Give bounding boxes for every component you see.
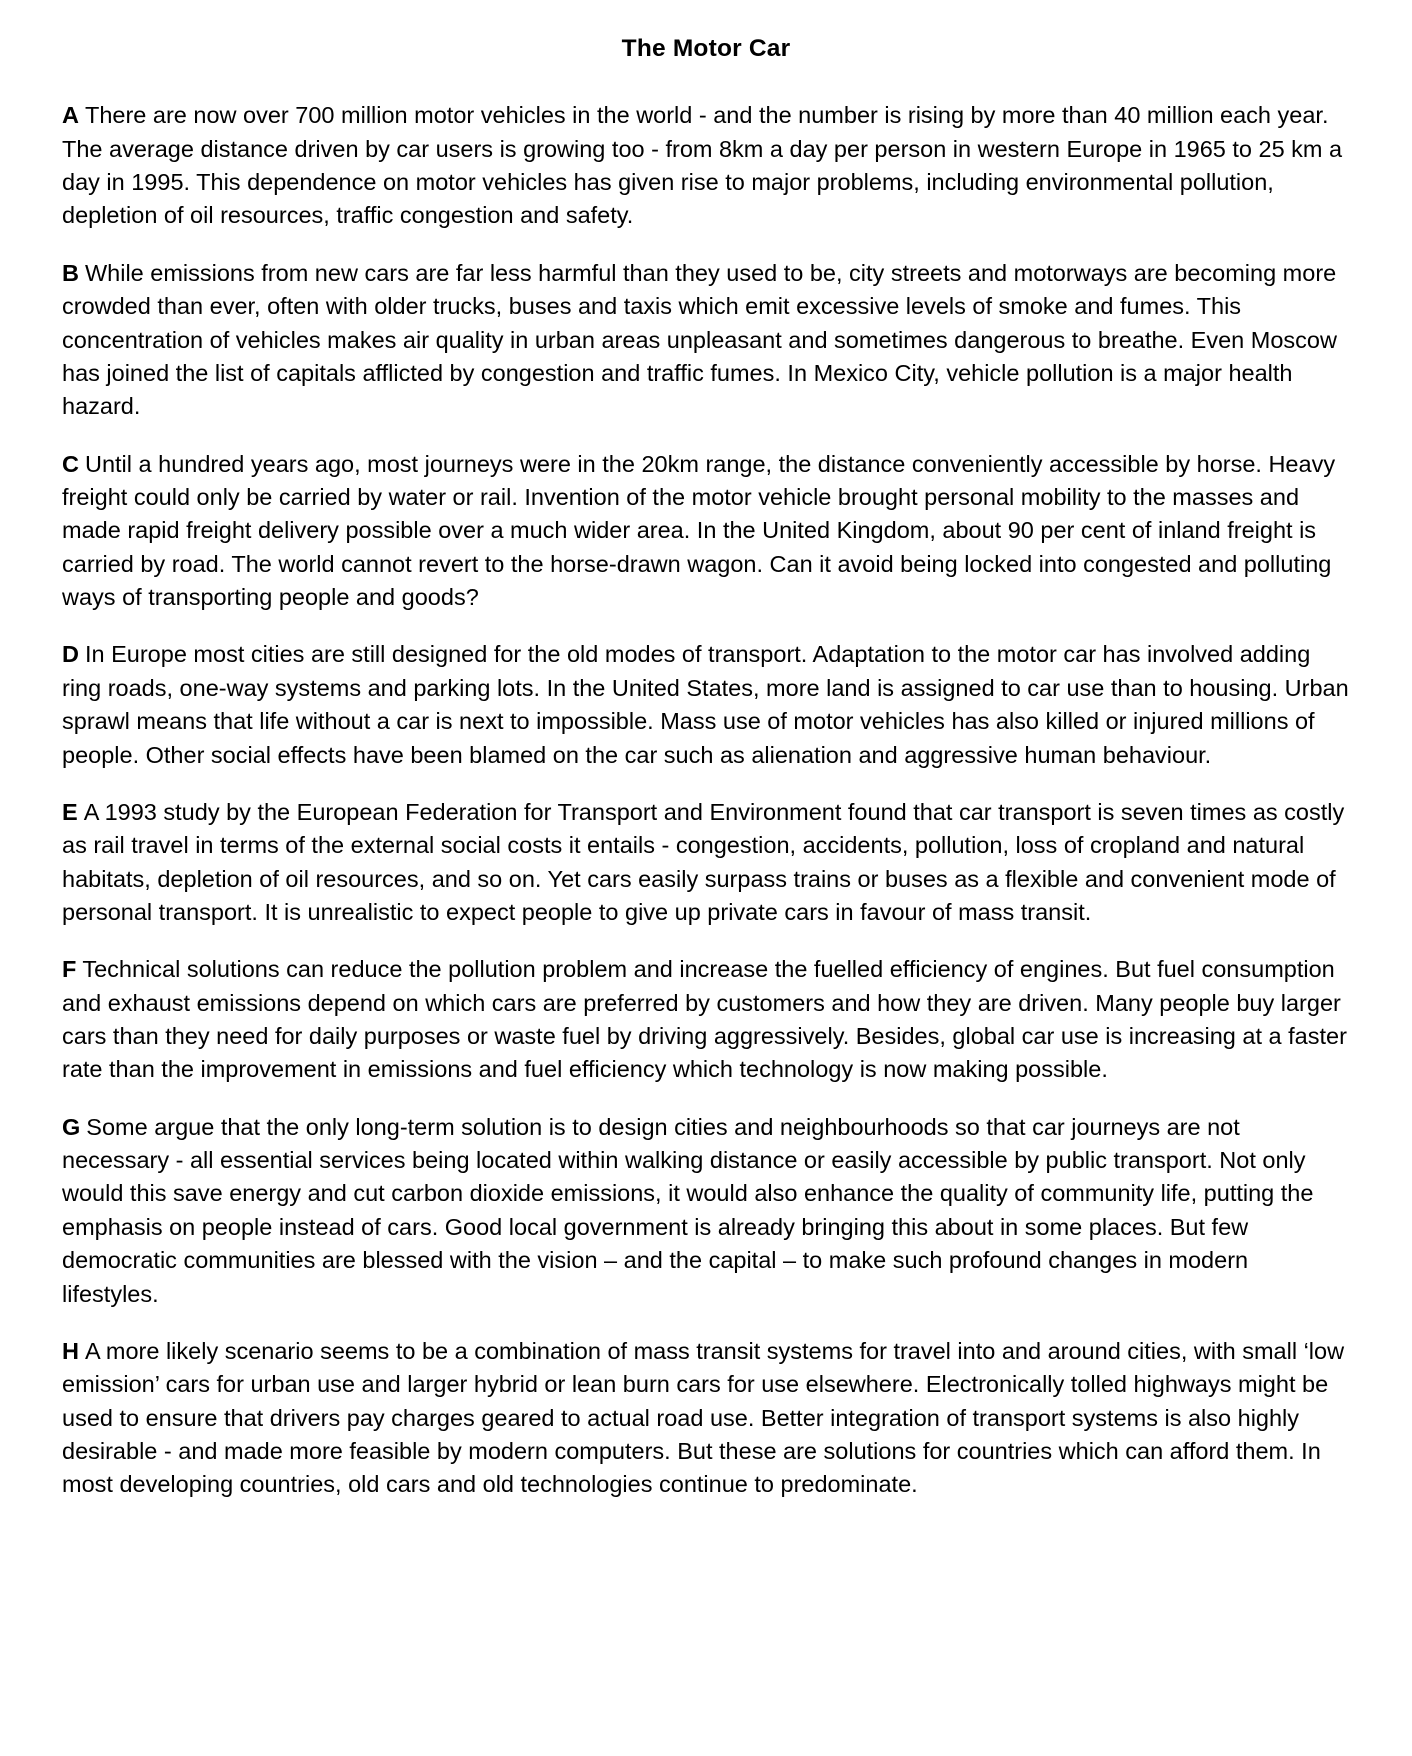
paragraph-h <box>62 1335 1350 1502</box>
paragraph-label-e: E <box>62 798 78 825</box>
paragraph-f <box>62 953 1350 1086</box>
paragraph-text-d: In Europe most cities are still designed for the old modes of transport. Adaptation to the motor car has involved adding ring roads, one-way systems and parking lots. In the United States, more land is assigned to car use than to housing. Urban sprawl means that life without a car is next to impossible. Mass use of motor vehicles has also killed or injured millions of people. Other social effects have been blamed on the car such as alienation and aggressive human behaviour. <box>62 641 1349 768</box>
paragraph-text-g: Some argue that the only long-term solution is to design cities and neighbourhoods so that car journeys are not necessary - all essential services being located within walking distance or easily accessible by public transport. Not only would this save energy and cut carbon dioxide emissions, it would also enhance the quality of community life, putting the emphasis on people instead of cars. Good local government is already bringing this about in some places. But few democratic communities are blessed with the vision – and the capital – to make such profound changes in modern lifestyles. <box>62 1113 1314 1307</box>
paragraph-label-d: D <box>62 641 79 668</box>
paragraph-text-a: There are now over 700 million motor vehicles in the world - and the number is rising by more than 40 million each year. The average distance driven by car users is growing too - from 8km a day per person in western Europe in 1965 to 25 km a day in 1995. This dependence on motor vehicles has given rise to major problems, including environmental pollution, depletion of oil resources, traffic congestion and safety. <box>62 102 1343 229</box>
paragraph-d <box>62 638 1350 771</box>
paragraph-text-e: A 1993 study by the European Federation for Transport and Environment found that car transport is seven times as costly as rail travel in terms of the external social costs it entails - congestion, accidents, pollution, loss of cropland and natural habitats, depletion of oil resources, and so on. Yet cars easily surpass trains or buses as a flexible and convenient mode of personal transport. It is unrealistic to expect people to give up private cars in favour of mass transit. <box>62 798 1345 925</box>
paragraph-label-h: H <box>62 1337 79 1364</box>
paragraph-a <box>62 99 1350 232</box>
paragraph-text-f: Technical solutions can reduce the pollution problem and increase the fuelled efficiency of engines. But fuel consumption and exhaust emissions depend on which cars are preferred by customers and how they are driven. Many people buy larger cars than they need for daily purposes or waste fuel by driving aggressively. Besides, global car use is increasing at a faster rate than the improvement in emissions and fuel efficiency which technology is now making possible. <box>62 956 1347 1083</box>
paragraph-label-f: F <box>62 956 77 983</box>
paragraph-b <box>62 257 1350 424</box>
paragraph-text-h: A more likely scenario seems to be a combination of mass transit systems for travel into and around cities, with small ‘low emission’ cars for urban use and larger hybrid or lean burn cars for use elsewhere. Electronically tolled highways might be used to ensure that drivers pay charges geared to actual road use. Better integration of transport systems is also highly desirable - and made more feasible by modern computers. But these are solutions for countries which can afford them. In most developing countries, old cars and old technologies continue to predominate. <box>62 1337 1345 1498</box>
paragraph-g <box>62 1111 1350 1311</box>
page-title: The Motor Car <box>621 35 791 62</box>
paragraph-e <box>62 796 1350 929</box>
paragraph-label-b: B <box>62 259 79 286</box>
paragraph-c <box>62 448 1350 615</box>
paragraph-label-g: G <box>62 1113 81 1140</box>
paragraph-text-b: While emissions from new cars are far less harmful than they used to be, city streets and motorways are becoming more crowded than ever, often with older trucks, buses and taxis which emit excessive levels of smoke and fumes. This concentration of vehicles makes air quality in urban areas unpleasant and sometimes dangerous to breathe. Even Moscow has joined the list of capitals afflicted by congestion and traffic fumes. In Mexico City, vehicle pollution is a major health hazard. <box>62 259 1337 420</box>
paragraph-label-a: A <box>62 102 79 129</box>
paragraph-text-c: Until a hundred years ago, most journeys were in the 20km range, the distance conveniently accessible by horse. Heavy freight could only be carried by water or rail. Invention of the motor vehicle brought personal mobility to the masses and made rapid freight delivery possible over a much wider area. In the United Kingdom, about 90 per cent of inland freight is carried by road. The world cannot revert to the horse-drawn wagon. Can it avoid being locked into congested and polluting ways of transporting people and goods? <box>62 450 1336 611</box>
paragraph-label-c: C <box>62 450 79 477</box>
